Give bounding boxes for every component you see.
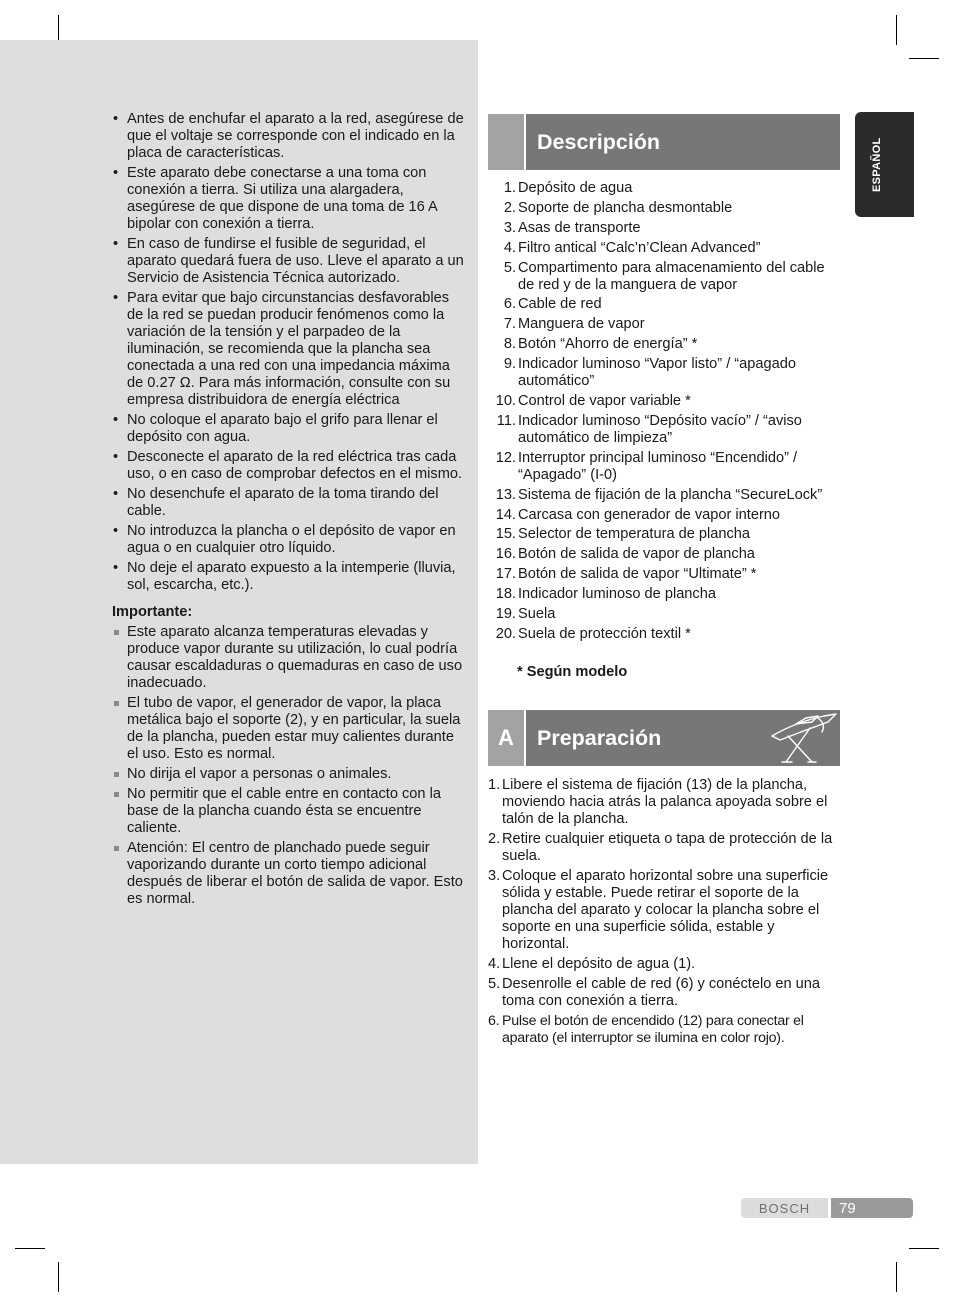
- list-item: 7. Manguera de vapor: [503, 316, 645, 333]
- list-item: No permitir que el cable entre en contacto con la base de la plancha cuando ésta se encuentre caliente.: [112, 786, 468, 837]
- list-item: • No deje el aparato expuesto a la intemperie (lluvia, sol, escarcha, etc.).: [112, 560, 468, 594]
- list-item: 3. Asas de transporte: [503, 219, 641, 236]
- preparation-steps: [488, 777, 842, 1050]
- crop-mark: [909, 1248, 939, 1249]
- section-tab: [488, 114, 524, 170]
- list-item: 13. Sistema de fijación de la plancha “SecureLock”: [495, 486, 823, 503]
- important-list: [112, 624, 468, 908]
- model-note: * Según modelo: [517, 664, 628, 680]
- list-item: 16. Botón de salida de vapor de plancha: [495, 546, 755, 563]
- language-label: ESPAÑOL: [871, 137, 883, 192]
- section-title: Preparación: [537, 725, 662, 750]
- crop-mark: [15, 1248, 45, 1249]
- crop-mark: [909, 58, 939, 59]
- list-item: 9. Indicador luminoso “Vapor listo” / “apagado automático”: [503, 356, 796, 390]
- list-item: 3. Coloque el aparato horizontal sobre una superficie sólida y estable. Puede retirar el soporte de la plancha del aparato y colocar la plancha sobre el soporte en una superficie sólida, estable y horizontal.: [488, 868, 829, 952]
- page-number: 79: [831, 1198, 913, 1218]
- language-tab: [855, 112, 914, 217]
- list-item: • Este aparato debe conectarse a una toma con conexión a tierra. Si utiliza una alargadera, asegúrese de que dispone de una toma de 16 A bipolar con conexión a tierra.: [112, 165, 468, 233]
- list-item: • No desenchufe el aparato de la toma tirando del cable.: [112, 486, 468, 520]
- list-item: 20. Suela de protección textil *: [495, 625, 691, 642]
- list-item: 6. Cable de red: [503, 296, 602, 313]
- list-item: 6. Pulse el botón de encendido (12) para conectar el aparato (el interruptor se ilumina en color rojo).: [488, 1013, 804, 1046]
- list-item: No dirija el vapor a personas o animales.: [112, 766, 468, 783]
- important-heading: Importante:: [112, 604, 193, 620]
- list-item: 10. Control de vapor variable *: [495, 393, 691, 410]
- list-item: 17. Botón de salida de vapor “Ultimate” *: [495, 566, 757, 583]
- list-item: Este aparato alcanza temperaturas elevadas y produce vapor durante su utilización, lo cual podría causar escaldaduras o quemaduras en caso de uso inadecuado.: [112, 624, 468, 692]
- safety-bullet-list: [112, 111, 468, 594]
- list-item: • Antes de enchufar el aparato a la red, asegúrese de que el voltaje se corresponde con el indicado en la placa de características.: [112, 111, 468, 162]
- list-item: 2. Retire cualquier etiqueta o tapa de protección de la suela.: [488, 831, 833, 864]
- ironing-board-icon: [766, 710, 838, 766]
- list-item: • Desconecte el aparato de la red eléctrica tras cada uso, o en caso de comprobar defectos en el mismo.: [112, 449, 468, 483]
- list-item: 5. Compartimento para almacenamiento del cable de red y de la manguera de vapor: [503, 259, 825, 293]
- list-item: 1. Libere el sistema de fijación (13) de la plancha, moviendo hacia atrás la palanca apoyada sobre el talón de la plancha.: [488, 777, 828, 827]
- divider: [524, 710, 526, 766]
- list-item: 4. Filtro antical “Calc’n’Clean Advanced”: [503, 239, 761, 256]
- descripcion-header: [488, 114, 840, 170]
- list-item: 14. Carcasa con generador de vapor interno: [495, 506, 781, 523]
- crop-mark: [896, 15, 897, 45]
- list-item: • No coloque el aparato bajo el grifo para llenar el depósito con agua.: [112, 412, 468, 446]
- list-item: 1. Depósito de agua: [503, 180, 633, 196]
- list-item: 4. Llene el depósito de agua (1).: [488, 956, 696, 972]
- list-item: 12. Interruptor principal luminoso “Encendido” / “Apagado” (I-0): [495, 449, 798, 483]
- crop-mark: [896, 1262, 897, 1292]
- list-item: 8. Botón “Ahorro de energía” *: [503, 336, 698, 353]
- list-item: Atención: El centro de planchado puede seguir vaporizando durante un corto tiempo adicional después de liberar el botón de salida de vapor. Esto es normal.: [112, 840, 468, 908]
- crop-mark: [58, 1262, 59, 1292]
- safety-instructions: [112, 111, 468, 911]
- list-item: 5. Desenrolle el cable de red (6) y conéctelo en una toma con conexión a tierra.: [488, 976, 821, 1009]
- list-item: 15. Selector de temperatura de plancha: [495, 526, 751, 543]
- section-title: Descripción: [537, 129, 661, 154]
- divider: [524, 114, 526, 170]
- list-item: 18. Indicador luminoso de plancha: [495, 586, 716, 603]
- list-item: • En caso de fundirse el fusible de seguridad, el aparato quedará fuera de uso. Lleve el aparato a un Servicio de Asistencia Técnica autorizado.: [112, 236, 468, 287]
- list-item: 2. Soporte de plancha desmontable: [503, 199, 733, 216]
- section-tab: A: [488, 710, 524, 766]
- list-item: El tubo de vapor, el generador de vapor, la placa metálica bajo el soporte (2), y en particular, la suela de la plancha, pueden estar muy calientes durante el uso. Esto es normal.: [112, 695, 468, 763]
- footer-brand: BOSCH: [741, 1198, 828, 1218]
- list-item: 11. Indicador luminoso “Depósito vacío” / “aviso automático de limpieza”: [496, 412, 802, 446]
- list-item: • Para evitar que bajo circunstancias desfavorables de la red se puedan producir fenómenos como la variación de la tensión y el parpadeo de la iluminación, se recomienda que la plancha sea conectada a una red con una impedancia máxima de 0.27 Ω. Para más información, consulte con su empresa distribuidora de energía eléctrica: [112, 290, 468, 409]
- parts-list: [488, 180, 840, 646]
- list-item: • No introduzca la plancha o el depósito de vapor en agua o en cualquier otro líquido.: [112, 523, 468, 557]
- list-item: 19. Suela: [495, 606, 556, 623]
